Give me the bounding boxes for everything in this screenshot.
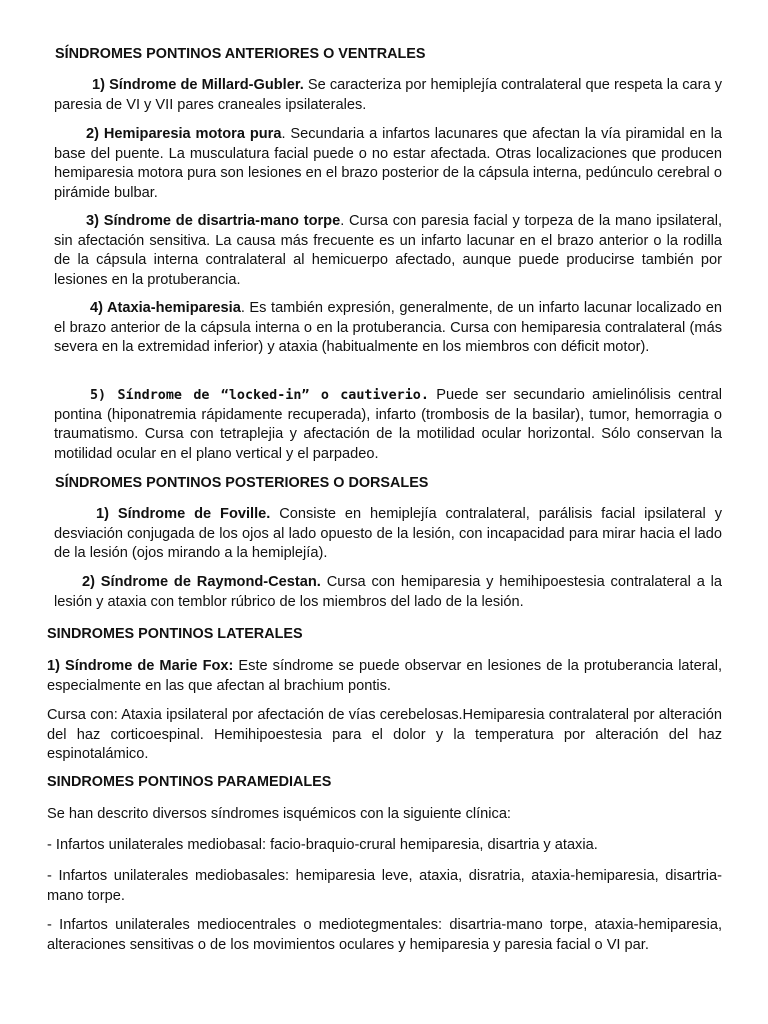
section-heading-anteriores: SÍNDROMES PONTINOS ANTERIORES O VENTRALES — [55, 46, 426, 62]
paragraph-intro: Se han descrito diversos síndromes isquémicos con la siguiente clínica: — [47, 806, 511, 822]
section-heading-posteriores: SÍNDROMES PONTINOS POSTERIORES O DORSALES — [55, 475, 429, 491]
paragraph-lead: 1) Síndrome de Marie Fox: — [47, 658, 234, 674]
paragraph-lead: 2) Síndrome de Raymond-Cestan. — [82, 574, 321, 590]
paragraph-marie-fox — [47, 657, 722, 696]
paragraph-disartria-mano-torpe — [54, 212, 722, 290]
paragraph-lead: 3) Síndrome de disartria-mano torpe — [86, 213, 341, 229]
paragraph-text: Este síndrome se puede observar en lesiones de la protuberancia lateral, especialmente en las que afectan al brachium pontis. — [47, 658, 722, 694]
paragraph-lead: 1) Síndrome de Foville. — [96, 506, 271, 522]
paragraph-lead: 5) Síndrome de “locked-in” o cautiverio. — [90, 388, 429, 403]
paragraph-foville — [54, 505, 722, 564]
paragraph-text: Se caracteriza por hemiplejía contralateral que respeta la cara y paresia de VI y VII pares craneales ipsilaterales. — [54, 77, 722, 113]
paragraph-raymond-cestan — [54, 573, 722, 612]
paragraph-text: Consiste en hemiplejía contralateral, parálisis facial ipsilateral y desviación conjugada de los ojos al lado opuesto de la lesión, con incapacidad para mirar hacia el lado de la lesión (ojos mirando a la hemiplejía). — [54, 506, 722, 561]
section-heading-paramediales: SINDROMES PONTINOS PARAMEDIALES — [47, 774, 332, 790]
paragraph-lead: 2) Hemiparesia motora pura — [86, 126, 282, 142]
paragraph-ataxia-hemiparesia — [54, 299, 722, 358]
paragraph-cursa-con: Cursa con: Ataxia ipsilateral por afectación de vías cerebelosas.Hemiparesia contralateral por alteración del haz corticoespinal. Hemihipoestesia para el dolor y la temperatura por alteración del haz espinotalámico. — [47, 707, 722, 762]
paragraph-text: . Es también expresión, generalmente, de un infarto lacunar localizado en el brazo anterior de la cápsula interna o en la protuberancia. Cursa con hemiparesia contralateral (más severa en la extremidad inferior) y ataxia (habitualmente en los miembros con déficit motor). — [54, 300, 722, 355]
bullet-item: - Infartos unilaterales mediocentrales o mediotegmentales: disartria-mano torpe, ataxia-hemiparesia, alteraciones sensitivas o de los movimientos oculares y hemiparesia y paresia facial o VI par. — [47, 917, 722, 953]
paragraph-text: Puede ser secundario amielinólisis central pontina (hiponatremia rápidamente recuperada), infarto (trombosis de la basilar), tumor, hemorragia o traumatismo. Cursa con tetraplejia y afectación de la motilidad ocular horizontal. Sólo conservan la motilidad ocular en el plano vertical y el parpadeo. — [54, 387, 722, 462]
paragraph-lead: 1) Síndrome de Millard-Gubler. — [92, 77, 304, 93]
paragraph-text: . Secundaria a infartos lacunares que afectan la vía piramidal en la base del puente. La musculatura facial puede o no estar afectada. Otras localizaciones que producen hemiparesia motora pura son lesiones en el brazo posterior de la cápsula interna, pedúnculo cerebral o pirámide bulbar. — [54, 126, 722, 201]
paragraph-locked-in — [54, 386, 722, 464]
section-heading-laterales: SINDROMES PONTINOS LATERALES — [47, 626, 303, 642]
bullet-item: - Infartos unilaterales mediobasal: facio-braquio-crural hemiparesia, disartria y ataxia. — [47, 837, 598, 853]
paragraph-text: Cursa con hemiparesia y hemihipoestesia contralateral a la lesión y ataxia con temblor rúbrico de los miembros del lado de la lesión. — [54, 574, 723, 610]
paragraph-hemiparesia-motora-pura — [54, 125, 722, 203]
paragraph-millard-gubler — [54, 76, 722, 115]
bullet-item: - Infartos unilaterales mediobasales: hemiparesia leve, ataxia, disratria, ataxia-hemiparesia, disartria-mano torpe. — [47, 868, 722, 904]
paragraph-lead: 4) Ataxia-hemiparesia — [90, 300, 241, 316]
paragraph-text: . Cursa con paresia facial y torpeza de la mano ipsilateral, sin afectación sensitiva. La causa más frecuente es un infarto lacunar en el brazo anterior o la rodilla de la cápsula interna contralateral al hemicuerpo afectado, aunque puede producirse también por lesiones en la protuberancia. — [54, 213, 722, 288]
